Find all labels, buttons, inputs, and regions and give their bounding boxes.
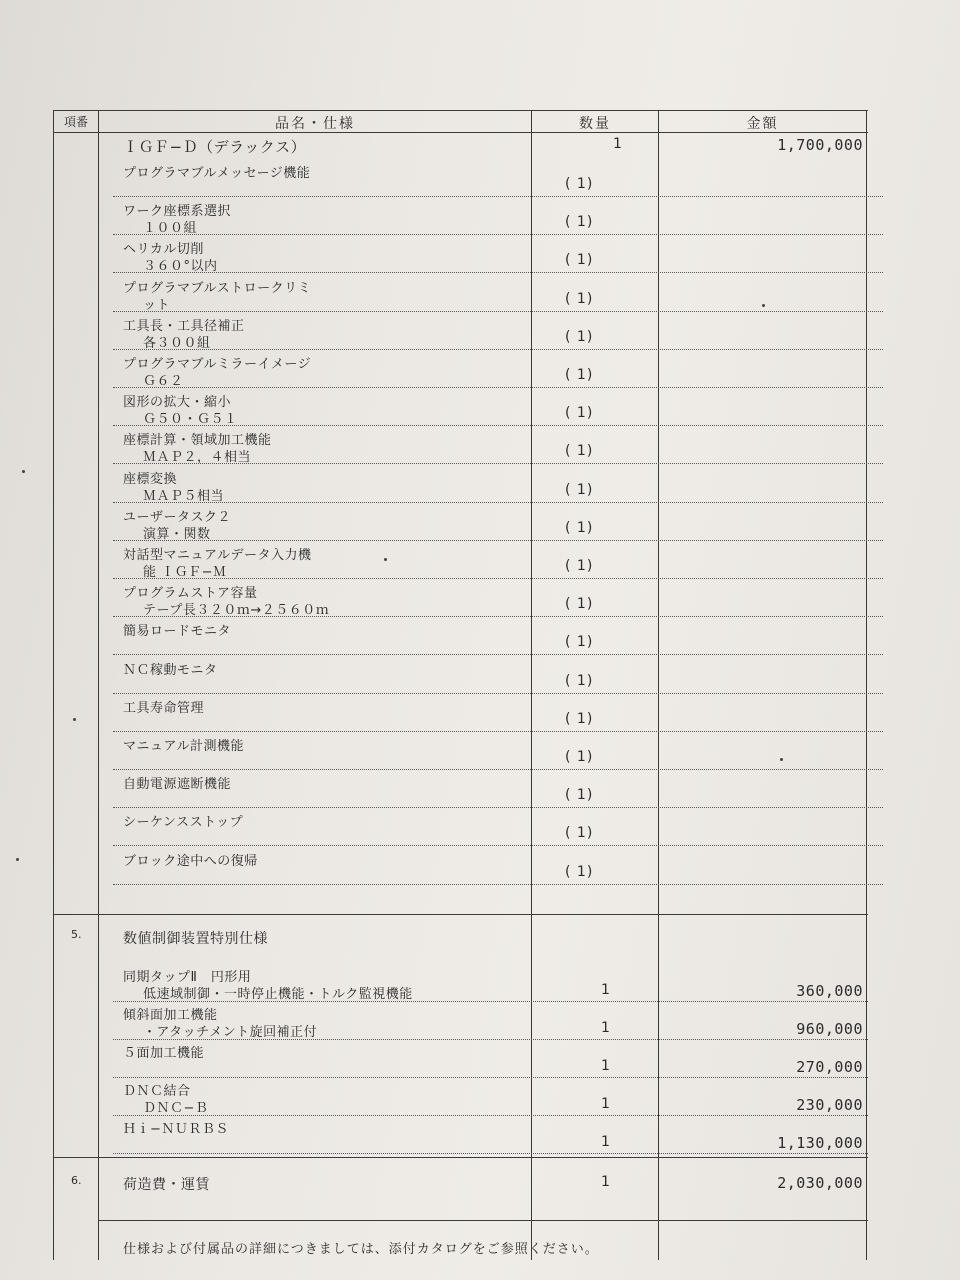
option-qty: ( 1) xyxy=(565,787,594,803)
header-name: 品名・仕様 xyxy=(275,116,355,132)
table-header xyxy=(53,110,868,133)
section5-item-detail: 低速域制御・一時停止機能・トルク監視機能 xyxy=(143,987,413,1002)
rule-bottom xyxy=(98,1220,868,1221)
rule-section6 xyxy=(53,1157,868,1158)
option-qty: ( 1) xyxy=(565,176,594,192)
option-qty: ( 1) xyxy=(565,558,594,574)
rule-name xyxy=(531,110,532,1260)
option-name: シーケンスストップ xyxy=(123,815,244,830)
option-name: 対話型マニュアルデータ入力機 xyxy=(123,548,312,563)
option-name: ＮＣ稼動モニタ xyxy=(123,663,218,678)
option-qty: ( 1) xyxy=(565,405,594,421)
dotted-rule xyxy=(113,1153,868,1154)
quotation-table xyxy=(53,110,868,1260)
dotted-rule xyxy=(113,884,883,885)
option-qty: ( 1) xyxy=(565,482,594,498)
footer-note: 仕様および付属品の詳細につきましては、添付カタログをご参照ください。 xyxy=(123,1242,599,1257)
option-name: マニュアル計測機能 xyxy=(123,739,244,754)
dotted-rule xyxy=(113,616,883,617)
scan-speck xyxy=(16,858,19,861)
option-detail: 演算・関数 xyxy=(143,527,211,542)
dotted-rule xyxy=(113,234,883,235)
option-qty: ( 1) xyxy=(565,864,594,880)
option-detail: １００組 xyxy=(143,221,198,236)
option-detail: 各３００組 xyxy=(143,336,211,351)
dotted-rule xyxy=(113,769,883,770)
section6-qty: 1 xyxy=(601,1174,611,1190)
option-qty: ( 1) xyxy=(565,291,594,307)
rule-left xyxy=(53,110,54,1260)
option-qty: ( 1) xyxy=(565,367,594,383)
section5-item-detail: ＤＮＣ−Ｂ xyxy=(143,1101,209,1116)
option-name: 自動電源遮断機能 xyxy=(123,777,232,792)
rule-no xyxy=(98,110,99,1260)
dotted-rule xyxy=(113,1039,868,1040)
scan-speck xyxy=(762,304,765,307)
section5-item-amount: 360,000 xyxy=(796,982,863,1000)
dotted-rule xyxy=(113,425,883,426)
section6-no: 6. xyxy=(71,1174,82,1187)
section6-amount: 2,030,000 xyxy=(777,1174,863,1192)
option-name: ワーク座標系選択 xyxy=(123,204,232,219)
option-detail: ット xyxy=(143,298,171,313)
header-no: 項番 xyxy=(63,115,88,129)
dotted-rule xyxy=(113,502,883,503)
option-name: プログラマブルメッセージ機能 xyxy=(123,166,311,181)
option-detail: Ｇ６２ xyxy=(143,374,184,389)
main-item-qty: 1 xyxy=(613,136,623,152)
section6-title: 荷造費・運賃 xyxy=(123,1177,210,1193)
option-name: 工具寿命管理 xyxy=(123,701,205,716)
option-name: プログラマブルミラーイメージ xyxy=(123,357,312,372)
option-detail: ＭＡＰ２，４相当 xyxy=(143,450,252,465)
section5-item-name: 傾斜面加工機能 xyxy=(123,1008,218,1023)
section5-item-detail: ・アタッチメント旋回補正付 xyxy=(143,1025,318,1040)
option-name: 工具長・工具径補正 xyxy=(123,319,245,334)
option-qty: ( 1) xyxy=(565,634,594,650)
scan-speck xyxy=(384,558,387,561)
rule-section5 xyxy=(53,914,868,915)
option-name: ユーザータスク２ xyxy=(123,510,232,525)
rule-right xyxy=(866,110,867,1260)
option-qty: ( 1) xyxy=(565,520,594,536)
option-qty: ( 1) xyxy=(565,825,594,841)
option-qty: ( 1) xyxy=(565,711,594,727)
dotted-rule xyxy=(113,349,883,350)
option-name: ブロック途中への復帰 xyxy=(123,854,258,869)
option-qty: ( 1) xyxy=(565,252,594,268)
section5-no: 5. xyxy=(71,928,82,941)
option-detail: Ｇ５０・Ｇ５１ xyxy=(143,412,238,427)
option-detail: テープ長３２０ｍ→２５６０ｍ xyxy=(143,603,330,618)
section5-item-name: ５面加工機能 xyxy=(123,1046,205,1061)
option-name: 図形の拡大・縮小 xyxy=(123,395,232,410)
dotted-rule xyxy=(113,693,883,694)
section5-item-name: ＤＮＣ結合 xyxy=(123,1084,191,1099)
dotted-rule xyxy=(113,387,883,388)
section5-item-amount: 1,130,000 xyxy=(777,1134,863,1152)
main-item-name: ＩＧＦ−Ｄ（デラックス） xyxy=(123,138,307,156)
option-name: 座標計算・領域加工機能 xyxy=(123,433,272,448)
option-name: プログラムストア容量 xyxy=(123,586,258,601)
dotted-rule xyxy=(113,654,883,655)
option-name: ヘリカル切削 xyxy=(123,242,204,257)
section5-item-amount: 230,000 xyxy=(796,1096,863,1114)
section5-item-name: Ｈｉ−ＮＵＲＢＳ xyxy=(123,1122,229,1137)
scan-speck xyxy=(73,718,76,721)
dotted-rule xyxy=(113,272,883,273)
option-name: 座標変換 xyxy=(123,472,178,487)
dotted-rule xyxy=(113,807,883,808)
option-qty: ( 1) xyxy=(565,329,594,345)
dotted-rule xyxy=(113,731,883,732)
section5-title: 数値制御装置特別仕様 xyxy=(123,931,268,947)
section5-item-qty: 1 xyxy=(601,1020,611,1036)
dotted-rule xyxy=(113,845,883,846)
option-qty: ( 1) xyxy=(565,596,594,612)
section5-item-amount: 960,000 xyxy=(796,1020,863,1038)
dotted-rule xyxy=(113,196,883,197)
main-item-amount: 1,700,000 xyxy=(777,136,863,154)
dotted-rule xyxy=(113,311,883,312)
dotted-rule xyxy=(113,578,883,579)
section5-item-qty: 1 xyxy=(601,1096,611,1112)
rule-qty xyxy=(658,110,659,1260)
option-qty: ( 1) xyxy=(565,673,594,689)
option-name: プログラマブルストロークリミ xyxy=(123,281,312,296)
dotted-rule xyxy=(113,1115,868,1116)
section5-item-amount: 270,000 xyxy=(796,1058,863,1076)
option-detail: ＭＡＰ５相当 xyxy=(143,489,225,504)
section5-item-name: 同期タップⅡ 円形用 xyxy=(123,970,252,985)
option-detail: 能 ＩＧＦ−Ｍ xyxy=(143,565,227,580)
dotted-rule xyxy=(113,463,883,464)
section5-item-qty: 1 xyxy=(601,1134,611,1150)
option-qty: ( 1) xyxy=(565,749,594,765)
dotted-rule xyxy=(113,1077,868,1078)
header-qty: 数量 xyxy=(579,116,611,132)
section5-item-qty: 1 xyxy=(601,982,611,998)
option-name: 簡易ロードモニタ xyxy=(123,624,232,639)
option-qty: ( 1) xyxy=(565,214,594,230)
dotted-rule xyxy=(113,1001,868,1002)
option-qty: ( 1) xyxy=(565,443,594,459)
header-amount: 金額 xyxy=(746,116,779,132)
dotted-rule xyxy=(113,540,883,541)
option-detail: ３６０°以内 xyxy=(143,259,218,274)
section5-item-qty: 1 xyxy=(601,1058,611,1074)
scan-speck xyxy=(22,470,25,473)
scan-speck xyxy=(780,758,783,761)
